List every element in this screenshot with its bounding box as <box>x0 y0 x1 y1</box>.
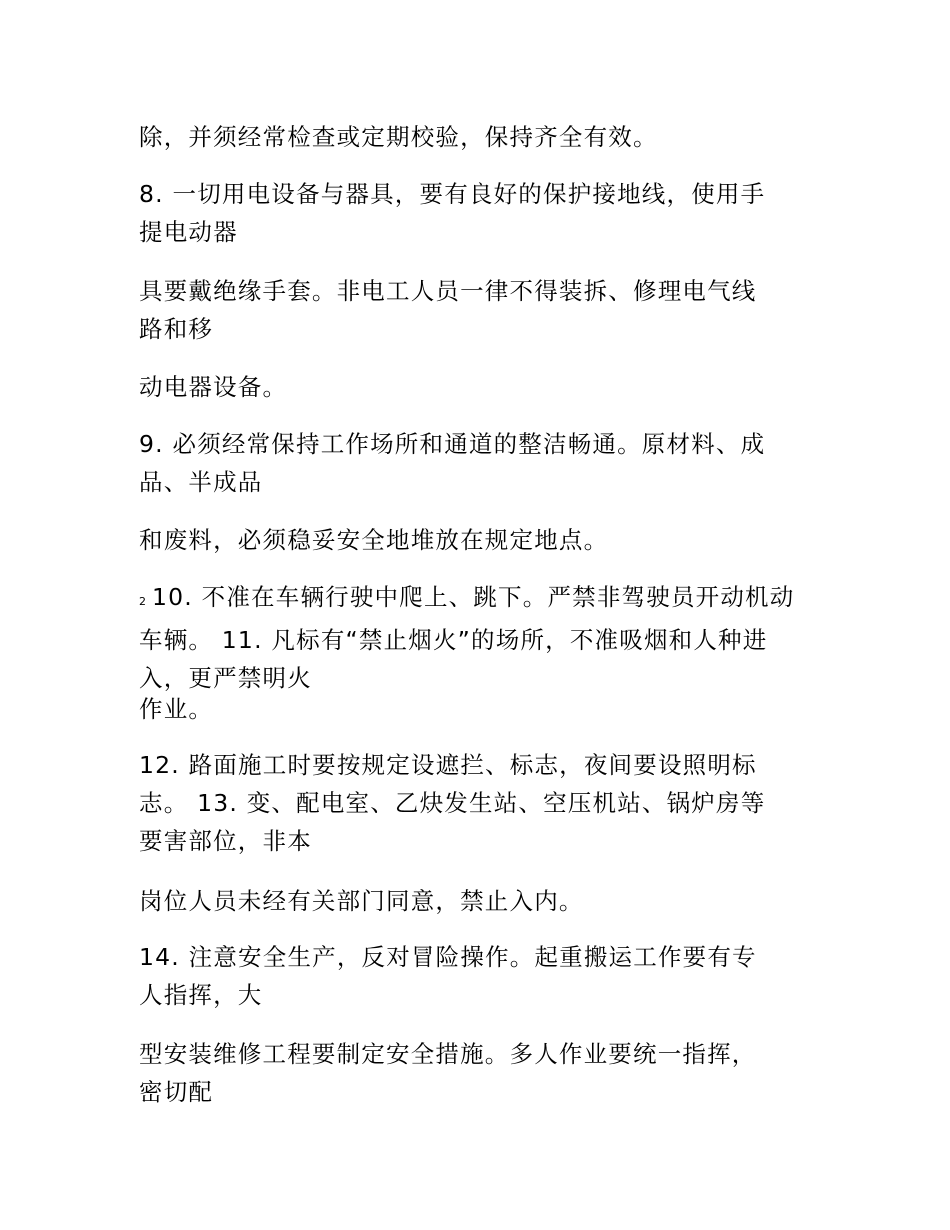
text-line: 要害部位，非本 <box>139 827 312 855</box>
page-marker: 2 <box>139 595 146 608</box>
paragraph <box>139 690 809 728</box>
text-line: 品、半成品 <box>139 468 263 496</box>
text-line: 提电动器 <box>139 218 238 246</box>
paragraph <box>139 175 809 251</box>
text-line: 12. 路面施工时要按规定设遮拦、标志，夜间要设照明标 <box>139 751 757 779</box>
paragraph <box>139 272 809 348</box>
text-line: 9. 必须经常保持工作场所和通道的整洁畅通。原材料、成 <box>139 430 766 458</box>
text-line: 志。 13. 变、配电室、乙炔发生站、空压机站、锅炉房等 <box>139 789 766 817</box>
paragraph <box>139 746 809 860</box>
text-line: 具要戴绝缘手套。非电工人员一律不得装拆、修理电气线 <box>139 277 757 305</box>
text-line: 动电器设备。 <box>139 373 288 401</box>
text-line: 车辆。 11. 凡标有“禁止烟火”的场所，不准吸烟和人种进 <box>139 626 768 654</box>
paragraph <box>139 578 809 697</box>
text-line: 人指挥，大 <box>139 981 263 1009</box>
text-line: 密切配 <box>139 1078 214 1106</box>
paragraph <box>139 368 809 406</box>
text-line: 入，更严禁明火 <box>139 664 312 692</box>
paragraph <box>139 882 809 920</box>
paragraph <box>139 425 809 501</box>
text-line: 除，并须经常检查或定期校验，保持齐全有效。 <box>139 123 658 151</box>
text-line: 型安装维修工程要制定安全措施。多人作业要统一指挥， <box>139 1040 757 1068</box>
paragraph <box>139 1035 809 1111</box>
text-line: 8. 一切用电设备与器具，要有良好的保护接地线，使用手 <box>139 180 766 208</box>
text-line: 路和移 <box>139 315 214 343</box>
text-line: 作业。 <box>139 695 214 723</box>
text-line: 14. 注意安全生产，反对冒险操作。起重搬运工作要有专 <box>139 943 757 971</box>
text-line: 和废料，必须稳妥安全地堆放在规定地点。 <box>139 526 609 554</box>
text-line <box>139 578 809 621</box>
text-line-content: 10. 不准在车辆行驶中爬上、跳下。严禁非驾驶员开动机动 <box>152 583 795 611</box>
paragraph <box>139 118 809 156</box>
paragraph <box>139 521 809 559</box>
text-line: 岗位人员未经有关部门同意，禁止入内。 <box>139 887 584 915</box>
paragraph <box>139 938 809 1014</box>
